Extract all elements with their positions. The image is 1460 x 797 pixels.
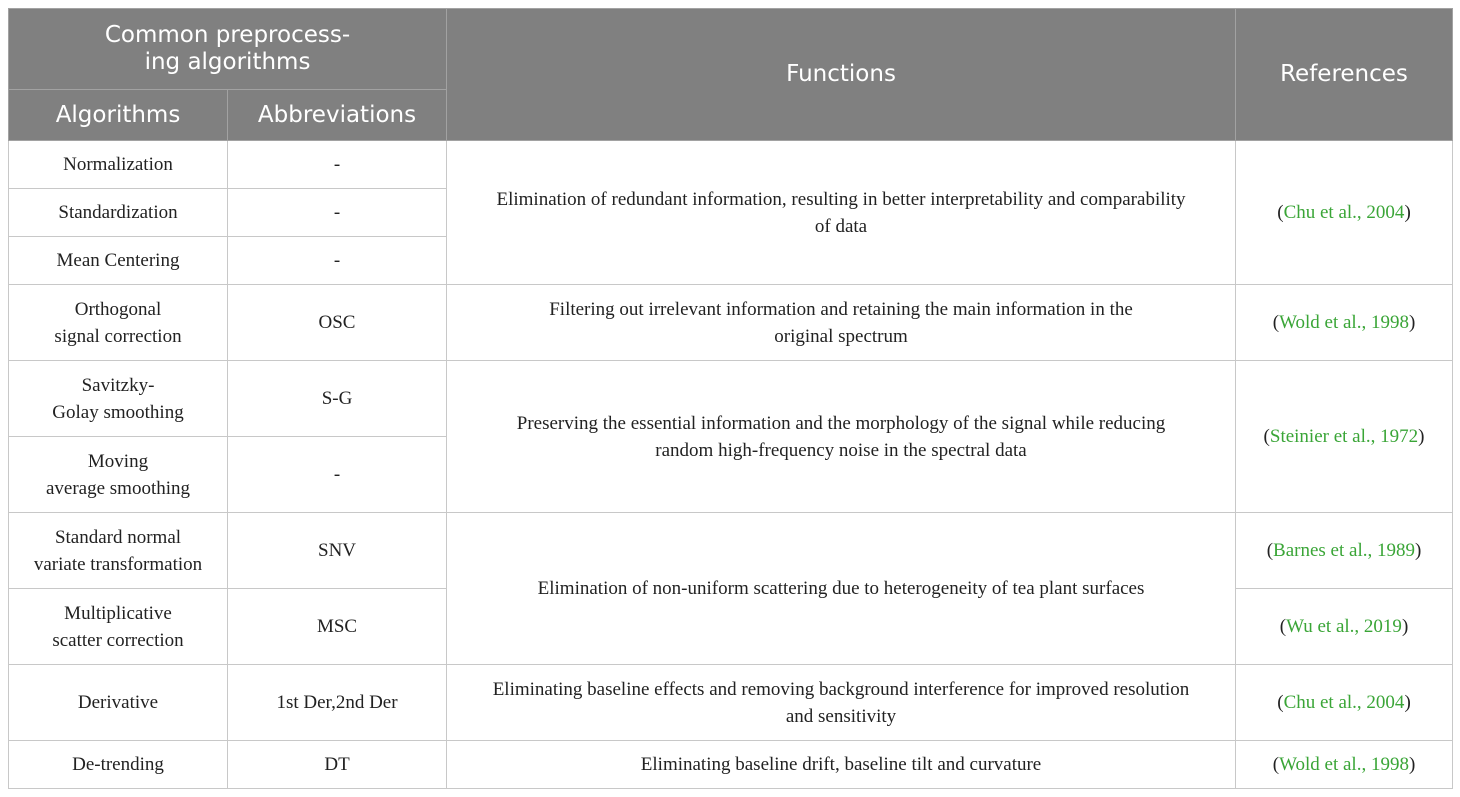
reference-cell — [1236, 589, 1453, 665]
algorithm-name-line: Standard normal — [54, 526, 182, 548]
function-line: Preserving the essential information and the morphology of the signal while reducing — [516, 412, 1166, 434]
algorithm-cell — [9, 665, 228, 741]
algorithm-name: Mean Centering — [56, 250, 180, 271]
algorithm-cell — [9, 237, 228, 285]
table-row — [9, 741, 1453, 789]
algorithm-name-line: Multiplicative — [64, 602, 172, 624]
function-line: Eliminating baseline effects and removing background interference for improved resolution — [492, 678, 1190, 700]
algorithm-cell — [9, 189, 228, 237]
algorithm-cell — [9, 741, 228, 789]
reference-link[interactable]: Wu et al., 2019 — [1286, 616, 1402, 637]
algorithm-name-line: Savitzky- — [81, 374, 155, 396]
abbreviation-cell: MSC — [228, 589, 447, 665]
reference-link[interactable]: Chu et al., 2004 — [1283, 202, 1405, 223]
table-row — [9, 141, 1453, 189]
header-references: References — [1236, 9, 1453, 141]
algorithm-name-line: Orthogonal — [74, 298, 162, 320]
reference-cell — [1236, 741, 1453, 789]
algorithm-cell — [9, 285, 228, 361]
function-line: Elimination of redundant information, resulting in better interpretability and comparability — [496, 188, 1186, 210]
reference-paren-close: ) — [1418, 426, 1425, 447]
reference-cell — [1236, 513, 1453, 589]
reference-cell — [1236, 285, 1453, 361]
reference-paren-close: ) — [1404, 202, 1411, 223]
reference-paren-open: ( — [1272, 754, 1280, 775]
reference-paren-open: ( — [1266, 540, 1274, 561]
header-functions: Functions — [447, 9, 1236, 141]
algorithm-name-line: average smoothing — [45, 477, 191, 499]
reference-link[interactable]: Wold et al., 1998 — [1279, 312, 1409, 333]
function-line: original spectrum — [774, 325, 908, 347]
reference-paren-close: ) — [1404, 692, 1411, 713]
function-line: random high-frequency noise in the spectral data — [655, 439, 1027, 461]
reference-paren-open: ( — [1263, 426, 1270, 447]
function-cell — [447, 741, 1236, 789]
algorithm-cell — [9, 141, 228, 189]
reference-cell — [1236, 665, 1453, 741]
algorithm-name: De-trending — [72, 754, 164, 775]
header-algorithms: Algorithms — [9, 90, 228, 141]
reference-paren-open: ( — [1277, 692, 1284, 713]
abbreviation-cell: - — [228, 437, 447, 513]
reference-cell — [1236, 361, 1453, 513]
algorithm-cell — [9, 513, 228, 589]
reference-paren-open: ( — [1277, 202, 1284, 223]
header-group-line-2: ing algorithms — [144, 49, 311, 75]
abbreviation-cell: - — [228, 141, 447, 189]
reference-paren-close: ) — [1414, 540, 1422, 561]
function-cell — [447, 513, 1236, 665]
abbreviation-cell: 1st Der,2nd Der — [228, 665, 447, 741]
abbreviation-cell: DT — [228, 741, 447, 789]
reference-paren-open: ( — [1272, 312, 1280, 333]
function-cell — [447, 285, 1236, 361]
abbreviation-cell: - — [228, 237, 447, 285]
table-row — [9, 665, 1453, 741]
algorithm-cell — [9, 589, 228, 665]
abbreviation-cell: - — [228, 189, 447, 237]
algorithm-name-line: Moving — [87, 450, 149, 472]
function-cell — [447, 361, 1236, 513]
reference-link[interactable]: Barnes et al., 1989 — [1273, 540, 1415, 561]
function-line: Elimination of non-uniform scattering due to heterogeneity of tea plant surfaces — [537, 578, 1145, 599]
reference-link[interactable]: Chu et al., 2004 — [1283, 692, 1405, 713]
function-cell — [447, 665, 1236, 741]
reference-link[interactable]: Wold et al., 1998 — [1279, 754, 1409, 775]
algorithm-name: Derivative — [77, 692, 159, 713]
algorithm-name: Normalization — [63, 154, 173, 175]
algorithm-name-line: scatter correction — [52, 629, 184, 651]
reference-paren-close: ) — [1408, 754, 1416, 775]
algorithm-name-line: Golay smoothing — [52, 401, 184, 423]
algorithm-cell — [9, 361, 228, 437]
algorithm-cell — [9, 437, 228, 513]
function-line: of data — [814, 215, 868, 237]
header-common-preprocessing — [9, 9, 447, 90]
table-row — [9, 361, 1453, 437]
algorithm-name: Standardization — [58, 202, 178, 223]
preprocessing-table — [8, 8, 1453, 789]
abbreviation-cell: S-G — [228, 361, 447, 437]
abbreviation-cell: OSC — [228, 285, 447, 361]
algorithm-name-line: signal correction — [54, 325, 182, 347]
header-group-line-1: Common preprocess- — [104, 22, 351, 48]
reference-paren-close: ) — [1408, 312, 1416, 333]
reference-paren-close: ) — [1401, 616, 1409, 637]
function-line: and sensitivity — [785, 705, 897, 727]
function-line: Filtering out irrelevant information and retaining the main information in the — [549, 298, 1133, 320]
abbreviation-cell: SNV — [228, 513, 447, 589]
reference-cell — [1236, 141, 1453, 285]
algorithm-name-line: variate transformation — [33, 553, 203, 575]
header-abbreviations: Abbreviations — [228, 90, 447, 141]
function-cell — [447, 141, 1236, 285]
function-line: Eliminating baseline drift, baseline tilt and curvature — [640, 754, 1042, 775]
reference-link[interactable]: Steinier et al., 1972 — [1269, 426, 1419, 447]
table-row — [9, 513, 1453, 589]
reference-paren-open: ( — [1279, 616, 1287, 637]
table-row — [9, 285, 1453, 361]
